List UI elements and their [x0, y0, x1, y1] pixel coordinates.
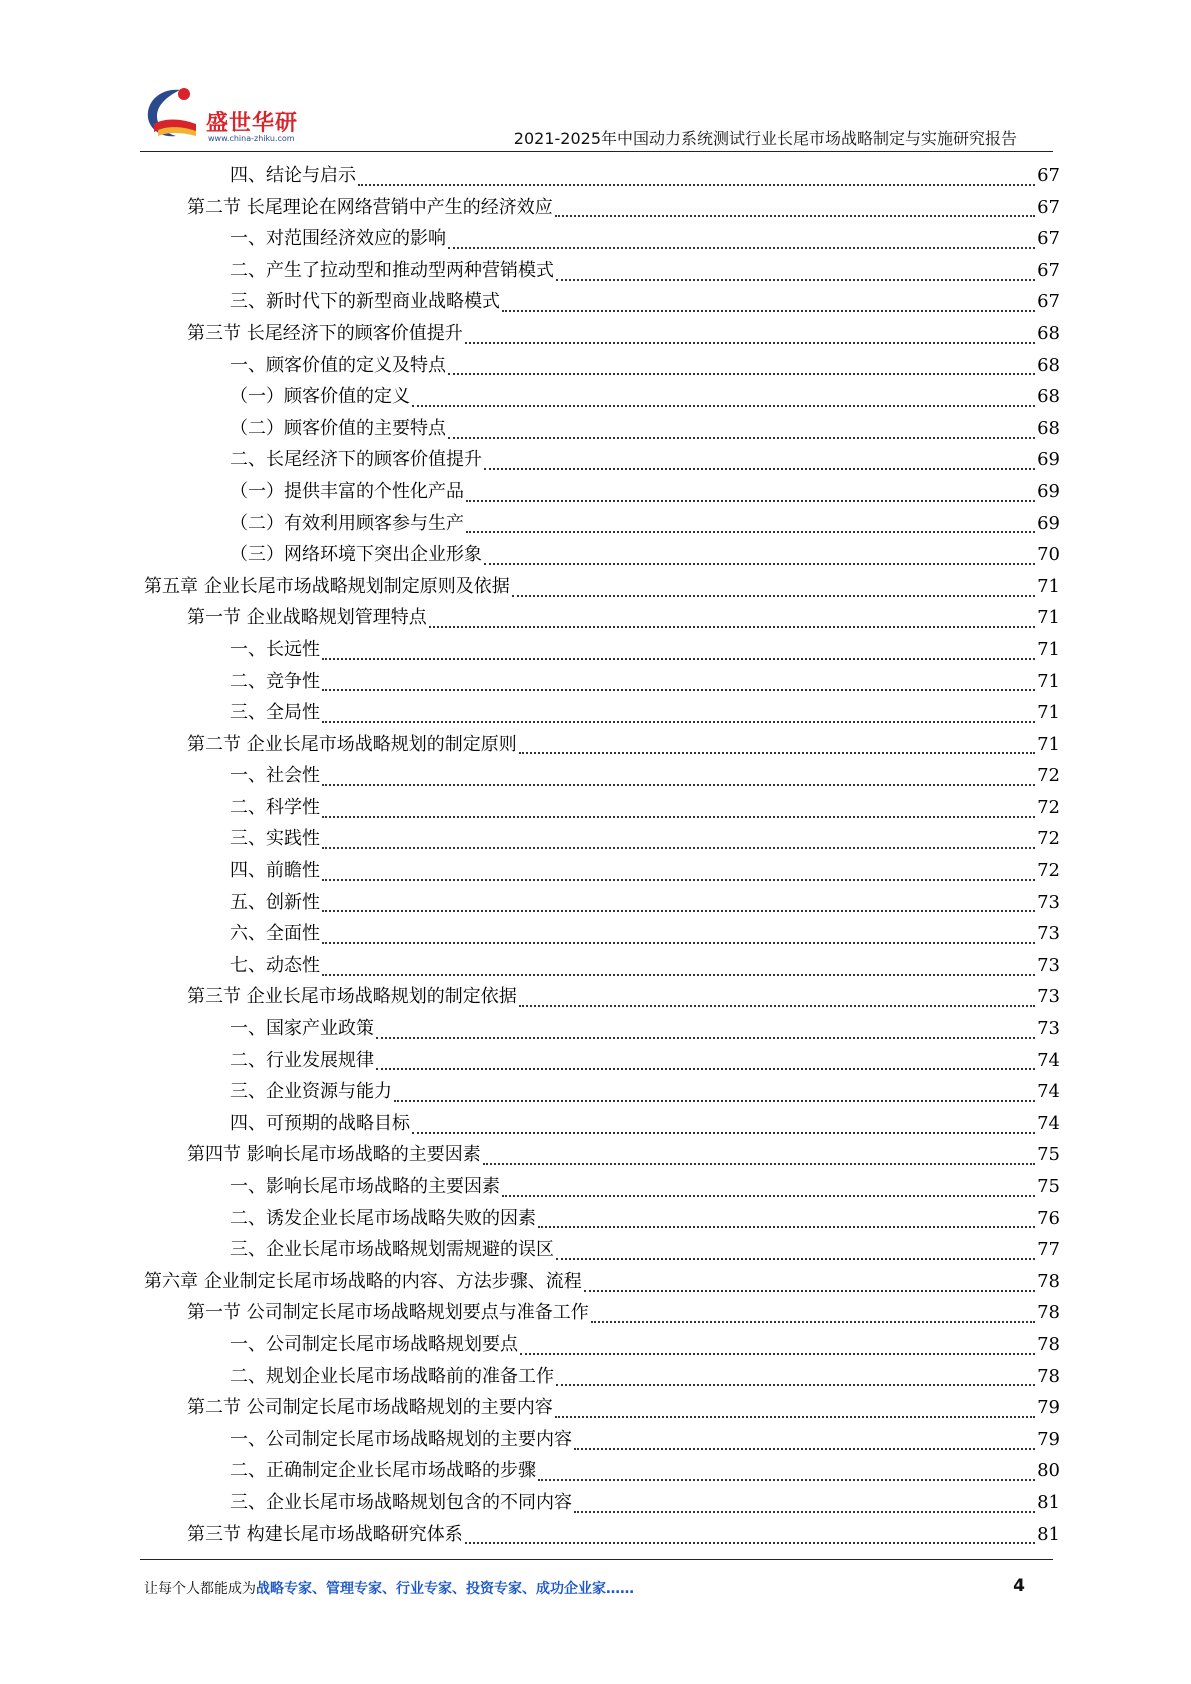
toc-leader-dots: [538, 1477, 1035, 1481]
toc-entry[interactable]: [144, 350, 1060, 382]
toc-entry-page: 71: [1037, 702, 1060, 724]
toc-entry-label: 三、全局性: [230, 702, 320, 724]
company-logo: [140, 84, 330, 144]
toc-leader-dots: [556, 1382, 1035, 1386]
toc-leader-dots: [322, 656, 1035, 660]
toc-entry-page: 78: [1037, 1302, 1060, 1324]
toc-leader-dots: [556, 1256, 1035, 1260]
toc-entry-label: 四、结论与启示: [230, 165, 356, 186]
document-title: 2021-2025年中国动力系统测试行业长尾市场战略制定与实施研究报告: [513, 129, 1017, 148]
logo-name: 盛世华研: [206, 111, 299, 136]
toc-entry-label: 第三节 长尾经济下的顾客价值提升: [187, 322, 463, 344]
toc-entry-page: 78: [1037, 1333, 1060, 1355]
toc-entry-page: 67: [1037, 228, 1060, 250]
footer-divider: [140, 1559, 1053, 1560]
toc-entry-page: 71: [1037, 575, 1060, 597]
toc-entry-page: 72: [1037, 765, 1060, 787]
toc-entry-page: 81: [1037, 1523, 1060, 1545]
toc-entry-label: 一、长远性: [230, 638, 320, 660]
toc-entry-label: 三、企业长尾市场战略规划包含的不同内容: [230, 1491, 572, 1513]
toc-entry[interactable]: [144, 823, 1060, 855]
toc-entry-label: 第三节 构建长尾市场战略研究体系: [187, 1523, 463, 1545]
toc-entry-label: 一、公司制定长尾市场战略规划的主要内容: [230, 1428, 572, 1450]
toc-entry-page: 75: [1037, 1176, 1060, 1197]
toc-entry[interactable]: [144, 160, 1060, 192]
toc-leader-dots: [502, 308, 1035, 312]
toc-leader-dots: [322, 972, 1035, 976]
toc-entry-label: （三）网络环境下突出企业形象: [230, 544, 482, 566]
toc-entry-label: 一、顾客价值的定义及特点: [230, 354, 446, 376]
toc-entry-page: 79: [1037, 1428, 1060, 1450]
page-header: [140, 78, 1053, 150]
toc-leader-dots: [483, 1161, 1035, 1165]
toc-entry-page: 80: [1037, 1460, 1060, 1482]
toc-entry[interactable]: [144, 508, 1060, 540]
toc-leader-dots: [556, 277, 1035, 281]
toc-leader-dots: [484, 466, 1035, 470]
toc-entry[interactable]: [144, 1519, 1060, 1551]
toc-entry-label: 三、企业长尾市场战略规划需规避的误区: [230, 1239, 554, 1261]
toc-leader-dots: [484, 561, 1035, 565]
toc-leader-dots: [519, 750, 1035, 754]
toc-leader-dots: [591, 1319, 1035, 1323]
toc-leader-dots: [574, 1446, 1035, 1450]
toc-entry[interactable]: [144, 539, 1060, 571]
toc-entry[interactable]: [144, 1361, 1060, 1393]
toc-entry[interactable]: [144, 1297, 1060, 1329]
toc-leader-dots: [322, 877, 1035, 881]
toc-leader-dots: [376, 1066, 1035, 1070]
toc-entry-page: 67: [1037, 291, 1060, 313]
toc-entry-page: 73: [1037, 1018, 1060, 1040]
toc-entry-page: 74: [1037, 1049, 1060, 1071]
toc-leader-dots: [466, 498, 1035, 502]
toc-entry[interactable]: [144, 571, 1060, 603]
toc-leader-dots: [502, 1193, 1035, 1197]
page-number: 4: [1013, 1576, 1025, 1596]
footer-slogan-highlight: 战略专家、管理专家、行业专家、投资专家、成功企业家……: [256, 1581, 634, 1597]
toc-entry-page: 77: [1037, 1239, 1060, 1261]
toc-entry-label: 三、新时代下的新型商业战略模式: [230, 291, 500, 313]
toc-entry[interactable]: [144, 918, 1060, 950]
toc-entry[interactable]: [144, 666, 1060, 698]
toc-entry-page: 68: [1037, 417, 1060, 439]
footer-slogan: [144, 1578, 634, 1598]
toc-entry[interactable]: [144, 1203, 1060, 1235]
toc-entry-label: 一、社会性: [230, 765, 320, 787]
toc-leader-dots: [322, 814, 1035, 818]
toc-entry-page: 70: [1037, 544, 1060, 566]
toc-leader-dots: [394, 1098, 1035, 1102]
toc-entry-page: 73: [1037, 891, 1060, 913]
toc-entry-page: 71: [1037, 670, 1060, 692]
toc-entry-label: 三、实践性: [230, 828, 320, 850]
toc-entry-page: 68: [1037, 354, 1060, 376]
toc-entry-label: 二、竞争性: [230, 670, 320, 692]
toc-entry[interactable]: [144, 255, 1060, 287]
toc-entry-label: （一）顾客价值的定义: [230, 386, 410, 408]
toc-entry-page: 76: [1037, 1207, 1060, 1229]
toc-entry-page: 71: [1037, 607, 1060, 629]
toc-leader-dots: [322, 687, 1035, 691]
toc-entry-page: 69: [1037, 512, 1060, 534]
toc-entry-page: 68: [1037, 386, 1060, 408]
toc-entry-label: 三、企业资源与能力: [230, 1081, 392, 1103]
toc-entry-label: 二、产生了拉动型和推动型两种营销模式: [230, 259, 554, 281]
logo-emblem-icon: [140, 84, 204, 144]
toc-entry[interactable]: [144, 1045, 1060, 1077]
toc-leader-dots: [465, 1540, 1035, 1544]
toc-leader-dots: [448, 435, 1035, 439]
toc-entry-page: 67: [1037, 165, 1060, 186]
toc-entry[interactable]: [144, 444, 1060, 476]
toc-entry-page: 75: [1037, 1144, 1060, 1166]
toc-entry-label: 第三节 企业长尾市场战略规划的制定依据: [187, 986, 517, 1008]
toc-entry-page: 67: [1037, 259, 1060, 281]
toc-leader-dots: [322, 845, 1035, 849]
toc-entry-label: （二）顾客价值的主要特点: [230, 417, 446, 439]
toc-entry-page: 69: [1037, 449, 1060, 471]
toc-entry-label: 五、创新性: [230, 891, 320, 913]
toc-entry-page: 78: [1037, 1365, 1060, 1387]
toc-entry[interactable]: [144, 1139, 1060, 1171]
toc-entry[interactable]: [144, 1455, 1060, 1487]
toc-entry[interactable]: [144, 1266, 1060, 1298]
toc-entry-page: 68: [1037, 322, 1060, 344]
toc-entry-label: （二）有效利用顾客参与生产: [230, 512, 464, 534]
toc-entry[interactable]: [144, 1424, 1060, 1456]
toc-leader-dots: [429, 624, 1035, 628]
toc-entry[interactable]: [144, 476, 1060, 508]
toc-leader-dots: [538, 1224, 1035, 1228]
toc-leader-dots: [448, 245, 1035, 249]
toc-entry-page: 78: [1037, 1270, 1060, 1292]
toc-entry-label: 一、公司制定长尾市场战略规划要点: [230, 1333, 518, 1355]
toc-leader-dots: [519, 1003, 1035, 1007]
toc-entry[interactable]: [144, 413, 1060, 445]
toc-entry[interactable]: [144, 634, 1060, 666]
footer-slogan-prefix: 让每个人都能成为: [144, 1581, 256, 1597]
toc-entry[interactable]: [144, 1171, 1060, 1203]
toc-leader-dots: [584, 1288, 1035, 1292]
toc-leader-dots: [555, 1414, 1035, 1418]
toc-entry[interactable]: [144, 1108, 1060, 1140]
toc-entry-label: 一、国家产业政策: [230, 1018, 374, 1040]
toc-leader-dots: [448, 371, 1035, 375]
toc-entry[interactable]: [144, 697, 1060, 729]
toc-entry[interactable]: [144, 1076, 1060, 1108]
toc-entry-label: 第二节 长尾理论在网络营销中产生的经济效应: [187, 196, 553, 218]
toc-entry-label: 四、前瞻性: [230, 860, 320, 882]
toc-entry-label: 第二节 公司制定长尾市场战略规划的主要内容: [187, 1397, 553, 1419]
toc-entry[interactable]: [144, 381, 1060, 413]
toc-leader-dots: [322, 940, 1035, 944]
toc-entry-label: 一、对范围经济效应的影响: [230, 228, 446, 250]
toc-entry[interactable]: [144, 981, 1060, 1013]
toc-entry-page: 74: [1037, 1112, 1060, 1134]
table-of-contents: [144, 160, 1060, 1550]
toc-leader-dots: [512, 593, 1035, 597]
toc-entry-label: 七、动态性: [230, 954, 320, 976]
toc-entry-page: 69: [1037, 480, 1060, 502]
toc-entry[interactable]: [144, 318, 1060, 350]
toc-leader-dots: [412, 1130, 1035, 1134]
toc-entry[interactable]: [144, 855, 1060, 887]
logo-url: www.china-zhiku.com: [208, 134, 295, 143]
toc-entry[interactable]: [144, 1234, 1060, 1266]
toc-entry[interactable]: [144, 192, 1060, 224]
page-footer: [140, 1574, 1053, 1602]
toc-leader-dots: [555, 213, 1035, 217]
toc-entry-label: （一）提供丰富的个性化产品: [230, 480, 464, 502]
toc-leader-dots: [358, 182, 1035, 186]
toc-entry-label: 二、诱发企业长尾市场战略失败的因素: [230, 1207, 536, 1229]
toc-leader-dots: [465, 340, 1035, 344]
toc-entry-label: 第二节 企业长尾市场战略规划的制定原则: [187, 733, 517, 755]
toc-entry-page: 81: [1037, 1491, 1060, 1513]
toc-entry[interactable]: [144, 1487, 1060, 1519]
toc-entry-page: 72: [1037, 796, 1060, 818]
toc-entry-page: 72: [1037, 828, 1060, 850]
toc-entry-label: 一、影响长尾市场战略的主要因素: [230, 1176, 500, 1197]
toc-entry-page: 73: [1037, 923, 1060, 945]
toc-entry[interactable]: [144, 602, 1060, 634]
toc-entry-page: 79: [1037, 1397, 1060, 1419]
toc-entry-page: 73: [1037, 954, 1060, 976]
toc-entry-label: 六、全面性: [230, 923, 320, 945]
toc-entry-page: 67: [1037, 196, 1060, 218]
toc-leader-dots: [376, 1035, 1035, 1039]
toc-entry[interactable]: [144, 729, 1060, 761]
toc-entry-label: 二、行业发展规律: [230, 1049, 374, 1071]
toc-entry-label: 第四节 影响长尾市场战略的主要因素: [187, 1144, 481, 1166]
toc-leader-dots: [466, 529, 1035, 533]
toc-leader-dots: [412, 403, 1035, 407]
toc-entry[interactable]: [144, 792, 1060, 824]
toc-entry[interactable]: [144, 887, 1060, 919]
toc-entry-label: 四、可预期的战略目标: [230, 1112, 410, 1134]
toc-entry-label: 第五章 企业长尾市场战略规划制定原则及依据: [144, 575, 510, 597]
toc-entry-page: 72: [1037, 860, 1060, 882]
toc-entry-page: 73: [1037, 986, 1060, 1008]
toc-entry[interactable]: [144, 760, 1060, 792]
toc-entry-label: 二、正确制定企业长尾市场战略的步骤: [230, 1460, 536, 1482]
toc-entry[interactable]: [144, 1013, 1060, 1045]
toc-leader-dots: [520, 1351, 1035, 1355]
toc-leader-dots: [574, 1509, 1035, 1513]
toc-entry[interactable]: [144, 950, 1060, 982]
toc-entry-page: 71: [1037, 638, 1060, 660]
toc-entry-label: 二、长尾经济下的顾客价值提升: [230, 449, 482, 471]
toc-entry-label: 二、规划企业长尾市场战略前的准备工作: [230, 1365, 554, 1387]
toc-entry[interactable]: [144, 1392, 1060, 1424]
header-divider: [140, 151, 1053, 152]
toc-entry[interactable]: [144, 286, 1060, 318]
toc-entry-label: 第一节 企业战略规划管理特点: [187, 607, 427, 629]
toc-entry-page: 71: [1037, 733, 1060, 755]
toc-entry-label: 二、科学性: [230, 796, 320, 818]
toc-entry[interactable]: [144, 1329, 1060, 1361]
toc-entry[interactable]: [144, 223, 1060, 255]
toc-leader-dots: [322, 719, 1035, 723]
toc-entry-label: 第六章 企业制定长尾市场战略的内容、方法步骤、流程: [144, 1270, 582, 1292]
toc-leader-dots: [322, 782, 1035, 786]
toc-entry-page: 74: [1037, 1081, 1060, 1103]
toc-entry-label: 第一节 公司制定长尾市场战略规划要点与准备工作: [187, 1302, 589, 1324]
toc-leader-dots: [322, 908, 1035, 912]
